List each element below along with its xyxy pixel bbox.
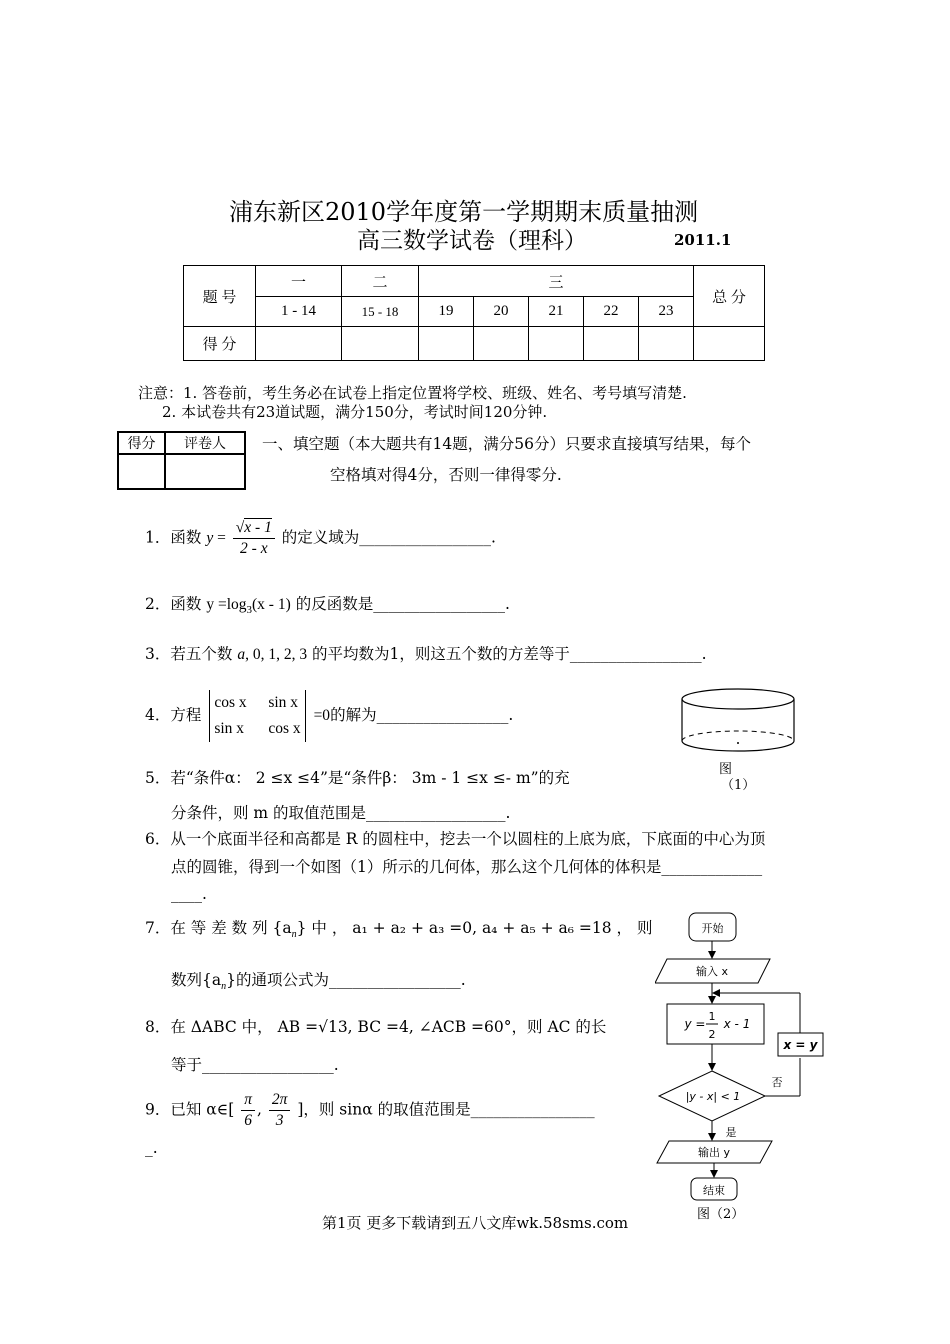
question-1: 1．函数 y = $\frac{√x - 1}{2 - x}$ 的定义域为_________________.	[145, 519, 496, 557]
grader-reviewer-cell[interactable]	[165, 454, 245, 489]
total-label: 总 分	[694, 266, 765, 327]
grader-score-cell[interactable]	[118, 454, 165, 489]
score-cell[interactable]	[529, 327, 584, 361]
question-7: 7．在 等 差 数 列 $\{a_n\}$ 中 ， a₁ + a₂ + a₃ =0, a₄ + a₅ + a₆ =18 ， 则	[145, 919, 653, 941]
question-7-line2: 数列$\{a_n\}$的通项公式为_________________.	[171, 971, 466, 993]
flow-decision-label: |y - x| < 1	[685, 1090, 741, 1103]
question-5: 5．若“条件α： 2 ≤x ≤4”是“条件β： 3m - 1 ≤x ≤- m”的充	[145, 769, 570, 787]
grader-score-label: 得分	[118, 432, 165, 454]
total-score-cell[interactable]	[694, 327, 765, 361]
flow-input-label: 输入 x	[695, 965, 729, 978]
flow-start-label: 开始	[701, 922, 724, 935]
section-header-3: 三	[419, 266, 694, 297]
row-label-score: 得 分	[184, 327, 256, 361]
figure1-caption-number: （1）	[721, 778, 756, 793]
score-cell[interactable]	[419, 327, 474, 361]
cylinder-bottom-back	[682, 731, 794, 741]
q4-determinant: cos x sin x sin x cos x	[209, 690, 305, 742]
flow-process-den: 2	[708, 1028, 716, 1041]
score-cell[interactable]	[342, 327, 419, 361]
figure2-caption: 图（2）	[697, 1207, 745, 1222]
flow-process-rhs: x - 1	[723, 1017, 751, 1031]
question-6-line2: 点的圆锥，得到一个如图（1）所示的几何体，那么这个几何体的体积是_____________	[171, 858, 763, 876]
question-8-line2: 等于_________________.	[171, 1056, 339, 1074]
question-9: 9．已知 α∈[ $\frac{\pi}{6}$ , $\frac{2\pi}{3}$ ]，则 sinα 的取值范围是________________	[145, 1091, 595, 1129]
sub-q22: 22	[584, 297, 639, 327]
question-4: 4．方程 cos x sin x sin x cos x =0的解为_________________.	[145, 690, 513, 742]
exam-date: 2011.1	[674, 231, 732, 249]
sub-range-1: 1 - 14	[256, 297, 342, 327]
flow-end-label: 结束	[703, 1184, 725, 1197]
cylinder-top	[682, 689, 794, 709]
page-footer: 第1页 更多下载请到五八文库wk.58sms.com	[322, 1214, 629, 1232]
grader-reviewer-label: 评卷人	[165, 432, 245, 454]
figure1-cylinder	[676, 685, 801, 760]
question-6: 6．从一个底面半径和高都是 R 的圆柱中，挖去一个以圆柱的上底为底，下底面的中心为顶	[145, 830, 766, 848]
flow-no-label: 否	[771, 1076, 783, 1089]
section-header-1: 一	[256, 266, 342, 297]
row-label-number: 题 号	[184, 266, 256, 327]
question-6-line3: ____.	[171, 885, 207, 903]
score-cell[interactable]	[584, 327, 639, 361]
flow-assign-label: x = y	[783, 1038, 818, 1052]
question-8: 8．在 ΔABC 中， AB =√13, BC =4, ∠ACB =60°，则 AC 的长	[145, 1018, 607, 1036]
flow-yes-label: 是	[725, 1126, 737, 1139]
sub-q19: 19	[419, 297, 474, 327]
score-cell[interactable]	[474, 327, 529, 361]
sub-q23: 23	[639, 297, 694, 327]
sub-range-2: 15 - 18	[342, 297, 419, 327]
q1-fraction: $\frac{√x - 1}{2 - x}$	[233, 518, 275, 559]
score-cell[interactable]	[639, 327, 694, 361]
figure2-flowchart	[655, 905, 835, 1205]
section1-line1: 一、填空题（本大题共有14题，满分56分）只要求直接填写结果，每个	[262, 435, 751, 453]
question-3: 3．若五个数 a, 0, 1, 2, 3 的平均数为1，则这五个数的方差等于_________________.	[145, 645, 707, 663]
flow-process-lhs: y =	[684, 1017, 706, 1031]
section1-line2: 空格填对得4分，否则一律得零分.	[330, 466, 562, 484]
question-5-line2: 分条件，则 m 的取值范围是__________________.	[171, 804, 511, 822]
score-cell[interactable]	[256, 327, 342, 361]
figure1-caption: 图	[719, 762, 733, 777]
flow-process-num: 1	[708, 1010, 716, 1023]
question-2: 2．函数 $y =\log_3(x - 1)$ 的反函数是_________________.	[145, 595, 510, 617]
flow-output-label: 输出 y	[697, 1146, 731, 1159]
sub-q21: 21	[529, 297, 584, 327]
score-table	[183, 265, 765, 361]
sub-q20: 20	[474, 297, 529, 327]
title-line1: 浦东新区2010学年度第一学期期末质量抽测	[229, 198, 699, 226]
grader-box	[117, 431, 246, 490]
section-header-2: 二	[342, 266, 419, 297]
question-9-line2: _.	[145, 1139, 158, 1157]
title-line2: 高三数学试卷（理科）	[357, 228, 587, 254]
notice-line1: 注意：1. 答卷前，考生务必在试卷上指定位置将学校、班级、姓名、考号填写清楚.	[138, 384, 687, 402]
notice-line2: 2. 本试卷共有23道试题，满分150分，考试时间120分钟.	[162, 403, 548, 421]
